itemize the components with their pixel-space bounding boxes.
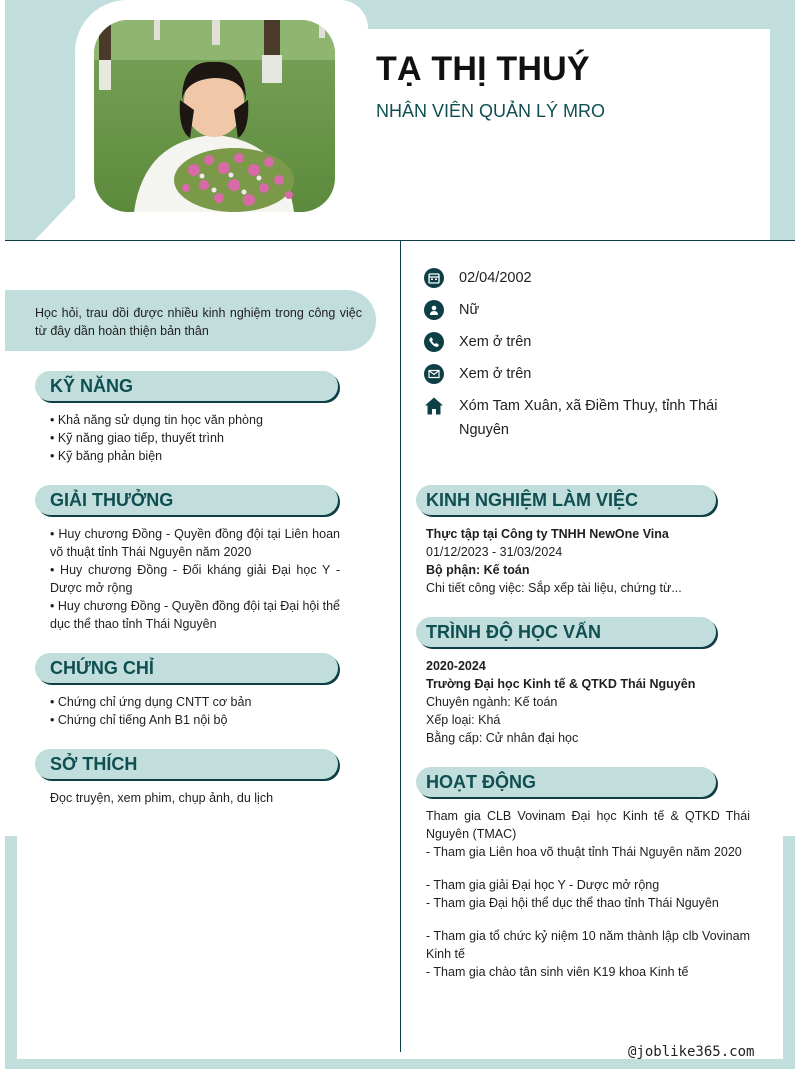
list-item: • Huy chương Đồng - Đối kháng giải Đại học Y - Dược mở rộng	[50, 563, 340, 595]
education-major: Chuyên ngành: Kế toán	[426, 695, 558, 709]
list-item: • Chứng chỉ tiếng Anh B1 nội bộ	[50, 713, 228, 727]
job-title: NHÂN VIÊN QUẢN LÝ MRO	[376, 101, 606, 121]
list-item: • Chứng chỉ ứng dụng CNTT cơ bản	[50, 695, 252, 709]
contact-phone	[424, 332, 759, 354]
experience-details: Chi tiết công việc: Sắp xếp tài liệu, chứng từ...	[426, 581, 682, 595]
experience-department: Bộ phận: Kế toán	[426, 563, 530, 577]
list-item: • Kỹ băng phản biện	[50, 449, 163, 463]
email-value: Xem ở trên	[459, 366, 532, 382]
contact-email	[424, 364, 759, 386]
list-item: - Tham gia Đại hội thể dục thể thao tỉnh Thái Nguyên	[426, 896, 719, 910]
list-item: • Khả năng sử dụng tin học văn phòng	[50, 413, 263, 427]
experience-period: 01/12/2023 - 31/03/2024	[426, 545, 563, 559]
person-icon	[424, 300, 444, 320]
list-item: • Huy chương Đồng - Quyền đồng đội tại Đại hội thể dục thể thao tỉnh Thái Nguyên	[50, 599, 340, 631]
list-item: • Kỹ năng giao tiếp, thuyết trình	[50, 431, 224, 445]
experience-company: Thực tập tại Công ty TNHH NewOne Vina	[426, 527, 669, 541]
skills-list	[50, 411, 340, 465]
phone-value: Xem ở trên	[459, 334, 532, 350]
spacer	[426, 912, 750, 927]
education-rank: Xếp loại: Khá	[426, 713, 501, 727]
certificates-heading: CHỨNG CHỈ	[35, 653, 338, 683]
activities-list	[426, 807, 750, 981]
awards-list	[50, 525, 340, 633]
phone-icon	[424, 332, 444, 352]
footer-left-border	[5, 836, 17, 1069]
activities-heading: HOẠT ĐỘNG	[416, 767, 716, 797]
education-heading: TRÌNH ĐỘ HỌC VẤN	[416, 617, 716, 647]
hobbies-text: Đọc truyện, xem phim, chụp ảnh, du lịch	[50, 791, 274, 805]
address-value: Xóm Tam Xuân, xã Điềm Thuy, tỉnh Thái Nguyên	[459, 398, 718, 438]
calendar-icon	[424, 268, 444, 288]
skills-heading: KỸ NĂNG	[35, 371, 338, 401]
education-school: Trường Đại học Kinh tế & QTKD Thái Nguyên	[426, 677, 696, 691]
profile-photo	[94, 20, 335, 212]
spacer	[426, 861, 750, 876]
birthday-value: 02/04/2002	[459, 270, 532, 286]
watermark: @joblike365.com	[628, 1044, 755, 1060]
candidate-name: TẠ THỊ THUÝ	[376, 50, 590, 88]
list-item: • Huy chương Đồng - Quyền đồng đội tại Liên hoan võ thuật tỉnh Thái Nguyên năm 2020	[50, 527, 340, 559]
list-item: - Tham gia giải Đại học Y - Dược mở rộng	[426, 878, 660, 892]
education-period: 2020-2024	[426, 659, 486, 673]
experience-block	[426, 525, 750, 597]
list-item: - Tham gia tổ chức kỷ niệm 10 năm thành lập clb Vovinam Kinh tế	[426, 929, 750, 961]
awards-heading: GIẢI THƯỞNG	[35, 485, 338, 515]
career-objective: Học hỏi, trau dồi được nhiều kinh nghiệm trong công việc từ đây dần hoàn thiện bản thân	[5, 290, 376, 351]
contact-gender	[424, 300, 759, 322]
header-decoration	[35, 198, 75, 240]
footer-right-border	[783, 836, 795, 1069]
home-icon	[424, 396, 444, 416]
list-item: - Tham gia chào tân sinh viên K19 khoa Kinh tế	[426, 965, 689, 979]
list-item: - Tham gia Liên hoa võ thuật tỉnh Thái Nguyên năm 2020	[426, 845, 742, 859]
envelope-icon	[424, 364, 444, 384]
education-degree: Bằng cấp: Cử nhân đại học	[426, 731, 579, 745]
hobbies-heading: SỞ THÍCH	[35, 749, 338, 779]
gender-value: Nữ	[459, 302, 480, 318]
column-divider	[400, 241, 401, 1052]
footer-bottom-border	[5, 1059, 795, 1069]
education-block	[426, 657, 750, 747]
contact-address	[424, 396, 759, 442]
contact-birthday	[424, 268, 759, 290]
list-item: Tham gia CLB Vovinam Đại học Kinh tế & QTKD Thái Nguyên (TMAC)	[426, 809, 750, 841]
experience-heading: KINH NGHIỆM LÀM VIỆC	[416, 485, 716, 515]
certificates-list	[50, 693, 340, 729]
